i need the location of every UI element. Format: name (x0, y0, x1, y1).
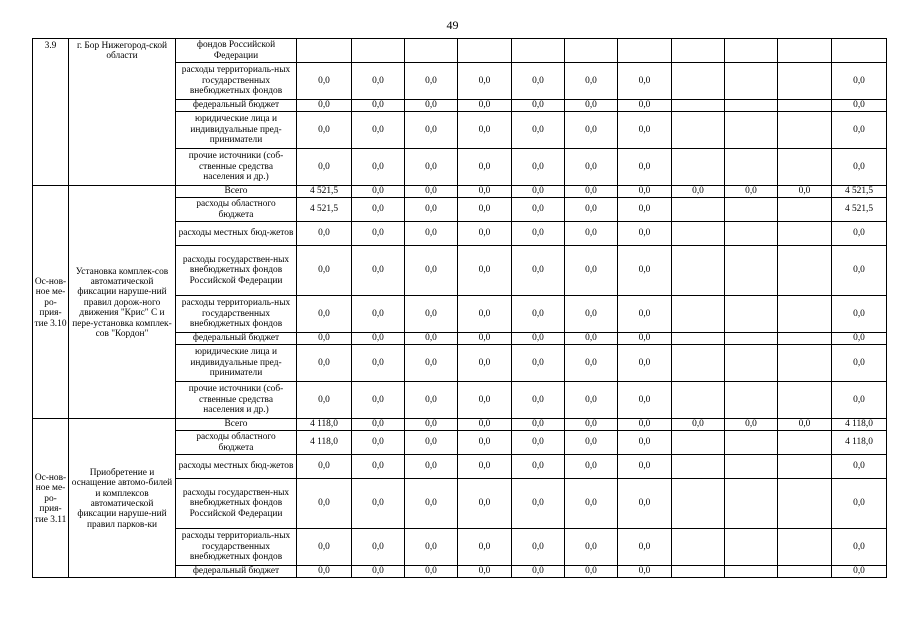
value-cell: 0,0 (405, 479, 458, 529)
value-cell (672, 529, 725, 566)
value-cell (725, 333, 778, 345)
measure-code: 3.9 (33, 39, 69, 186)
value-cell: 0,0 (832, 63, 887, 100)
value-cell: 0,0 (297, 382, 352, 419)
value-cell: 0,0 (832, 479, 887, 529)
value-cell: 4 118,0 (297, 431, 352, 455)
value-cell: 0,0 (618, 479, 672, 529)
value-cell (778, 246, 832, 296)
value-cell: 0,0 (352, 345, 405, 382)
funding-source: Всего (176, 186, 297, 198)
value-cell (832, 39, 887, 63)
value-cell: 4 521,5 (832, 198, 887, 222)
value-cell: 0,0 (512, 333, 565, 345)
value-cell: 0,0 (832, 112, 887, 149)
value-cell: 0,0 (297, 529, 352, 566)
value-cell (778, 345, 832, 382)
value-cell (778, 112, 832, 149)
value-cell: 0,0 (565, 382, 618, 419)
measure-title: Установка комплек-сов автоматической фиксации наруше-ний правил дорож-ного движения "Крис" С и пере-установка комплек-сов "Кордон" (69, 186, 176, 419)
value-cell: 0,0 (832, 100, 887, 112)
funding-source: юридические лица и индивидуальные пред-приниматели (176, 112, 297, 149)
value-cell: 0,0 (297, 455, 352, 479)
value-cell (778, 333, 832, 345)
funding-source: юридические лица и индивидуальные пред-приниматели (176, 345, 297, 382)
value-cell (565, 39, 618, 63)
value-cell (297, 39, 352, 63)
value-cell: 0,0 (565, 246, 618, 296)
value-cell: 0,0 (512, 149, 565, 186)
value-cell: 0,0 (297, 479, 352, 529)
value-cell (725, 198, 778, 222)
value-cell: 0,0 (565, 431, 618, 455)
value-cell (672, 149, 725, 186)
value-cell: 0,0 (458, 566, 512, 578)
value-cell: 0,0 (458, 100, 512, 112)
value-cell (672, 333, 725, 345)
value-cell (778, 222, 832, 246)
value-cell: 0,0 (458, 296, 512, 333)
funding-source: расходы областного бюджета (176, 198, 297, 222)
value-cell (778, 479, 832, 529)
value-cell: 0,0 (618, 63, 672, 100)
value-cell (778, 529, 832, 566)
value-cell: 0,0 (618, 296, 672, 333)
measure-title: г. Бор Нижегород-ской области (69, 39, 176, 186)
value-cell (672, 198, 725, 222)
value-cell: 0,0 (405, 529, 458, 566)
value-cell: 0,0 (458, 479, 512, 529)
value-cell (778, 431, 832, 455)
value-cell (352, 39, 405, 63)
value-cell: 0,0 (352, 333, 405, 345)
value-cell: 0,0 (512, 455, 565, 479)
funding-source: расходы территориаль-ных государственных внебюджетных фондов (176, 63, 297, 100)
value-cell: 0,0 (565, 222, 618, 246)
value-cell: 0,0 (352, 419, 405, 431)
value-cell: 0,0 (725, 419, 778, 431)
value-cell: 0,0 (297, 222, 352, 246)
value-cell (672, 479, 725, 529)
value-cell (725, 296, 778, 333)
value-cell: 0,0 (458, 198, 512, 222)
value-cell: 0,0 (832, 246, 887, 296)
value-cell: 0,0 (458, 431, 512, 455)
value-cell: 0,0 (405, 431, 458, 455)
value-cell (672, 222, 725, 246)
value-cell: 0,0 (565, 345, 618, 382)
value-cell: 0,0 (458, 149, 512, 186)
value-cell (672, 112, 725, 149)
value-cell: 0,0 (832, 455, 887, 479)
value-cell: 0,0 (458, 112, 512, 149)
value-cell (778, 455, 832, 479)
value-cell: 0,0 (458, 419, 512, 431)
value-cell: 0,0 (405, 382, 458, 419)
value-cell: 0,0 (565, 100, 618, 112)
value-cell: 0,0 (832, 382, 887, 419)
value-cell (778, 149, 832, 186)
value-cell (725, 529, 778, 566)
value-cell (725, 382, 778, 419)
value-cell: 0,0 (352, 431, 405, 455)
value-cell: 0,0 (618, 198, 672, 222)
value-cell: 0,0 (458, 222, 512, 246)
value-cell: 0,0 (565, 112, 618, 149)
value-cell: 0,0 (512, 186, 565, 198)
value-cell: 0,0 (352, 246, 405, 296)
value-cell: 0,0 (512, 479, 565, 529)
value-cell: 0,0 (297, 63, 352, 100)
table-body (33, 39, 887, 578)
value-cell: 0,0 (565, 455, 618, 479)
value-cell: 0,0 (565, 566, 618, 578)
funding-source: фондов Российской Федерации (176, 39, 297, 63)
value-cell: 0,0 (565, 149, 618, 186)
value-cell: 0,0 (512, 419, 565, 431)
value-cell: 0,0 (565, 333, 618, 345)
value-cell: 0,0 (512, 222, 565, 246)
value-cell: 0,0 (672, 419, 725, 431)
value-cell: 0,0 (352, 566, 405, 578)
value-cell: 0,0 (618, 345, 672, 382)
value-cell (725, 100, 778, 112)
funding-source: расходы государствен-ных внебюджетных фондов Российской Федерации (176, 246, 297, 296)
value-cell (778, 566, 832, 578)
value-cell: 0,0 (832, 149, 887, 186)
value-cell: 0,0 (352, 63, 405, 100)
value-cell: 0,0 (405, 198, 458, 222)
value-cell: 0,0 (512, 198, 565, 222)
value-cell (725, 39, 778, 63)
value-cell: 0,0 (352, 149, 405, 186)
value-cell: 0,0 (297, 246, 352, 296)
value-cell: 0,0 (618, 100, 672, 112)
funding-source: прочие источники (соб-ственные средства населения и др.) (176, 382, 297, 419)
value-cell: 0,0 (618, 382, 672, 419)
value-cell (778, 39, 832, 63)
value-cell (672, 382, 725, 419)
value-cell: 0,0 (565, 479, 618, 529)
value-cell: 0,0 (458, 455, 512, 479)
value-cell: 0,0 (405, 100, 458, 112)
value-cell: 0,0 (565, 419, 618, 431)
value-cell: 0,0 (352, 455, 405, 479)
value-cell (672, 100, 725, 112)
value-cell (672, 566, 725, 578)
value-cell: 0,0 (405, 419, 458, 431)
measure-code: Ос-нов-ное ме-ро-прия-тие 3.11 (33, 419, 69, 578)
value-cell (778, 296, 832, 333)
value-cell: 0,0 (352, 186, 405, 198)
value-cell (725, 431, 778, 455)
value-cell: 0,0 (778, 186, 832, 198)
value-cell: 4 521,5 (832, 186, 887, 198)
funding-source: расходы территориаль-ных государственных внебюджетных фондов (176, 296, 297, 333)
value-cell: 0,0 (405, 455, 458, 479)
value-cell: 0,0 (405, 112, 458, 149)
value-cell: 0,0 (352, 100, 405, 112)
value-cell: 0,0 (297, 333, 352, 345)
value-cell: 0,0 (832, 345, 887, 382)
value-cell (725, 246, 778, 296)
value-cell: 4 521,5 (297, 198, 352, 222)
funding-source: федеральный бюджет (176, 566, 297, 578)
value-cell: 4 521,5 (297, 186, 352, 198)
funding-source: Всего (176, 419, 297, 431)
value-cell: 0,0 (512, 63, 565, 100)
value-cell: 0,0 (352, 382, 405, 419)
funding-source: федеральный бюджет (176, 333, 297, 345)
value-cell: 0,0 (458, 345, 512, 382)
value-cell (672, 431, 725, 455)
value-cell: 0,0 (565, 296, 618, 333)
value-cell: 0,0 (512, 345, 565, 382)
value-cell: 0,0 (297, 566, 352, 578)
value-cell: 4 118,0 (297, 419, 352, 431)
value-cell (512, 39, 565, 63)
value-cell: 0,0 (832, 296, 887, 333)
value-cell: 0,0 (618, 455, 672, 479)
value-cell (778, 100, 832, 112)
value-cell: 0,0 (512, 382, 565, 419)
value-cell: 0,0 (405, 222, 458, 246)
funding-source: расходы областного бюджета (176, 431, 297, 455)
value-cell: 0,0 (512, 112, 565, 149)
measure-code: Ос-нов-ное ме-ро-прия-тие 3.10 (33, 186, 69, 419)
value-cell: 0,0 (458, 63, 512, 100)
value-cell (725, 222, 778, 246)
value-cell: 4 118,0 (832, 431, 887, 455)
value-cell: 0,0 (352, 112, 405, 149)
value-cell: 0,0 (405, 333, 458, 345)
value-cell: 0,0 (565, 186, 618, 198)
value-cell: 0,0 (352, 222, 405, 246)
value-cell: 0,0 (512, 529, 565, 566)
value-cell (618, 39, 672, 63)
value-cell: 0,0 (832, 529, 887, 566)
value-cell: 0,0 (618, 112, 672, 149)
value-cell: 0,0 (458, 333, 512, 345)
funding-source: прочие источники (соб-ственные средства населения и др.) (176, 149, 297, 186)
value-cell: 0,0 (618, 431, 672, 455)
value-cell: 0,0 (405, 186, 458, 198)
value-cell: 0,0 (352, 529, 405, 566)
table-row (33, 419, 887, 431)
value-cell: 0,0 (832, 333, 887, 345)
value-cell: 0,0 (297, 149, 352, 186)
value-cell: 0,0 (618, 149, 672, 186)
value-cell (672, 246, 725, 296)
value-cell: 0,0 (458, 382, 512, 419)
value-cell: 0,0 (512, 566, 565, 578)
value-cell (778, 382, 832, 419)
value-cell: 0,0 (512, 431, 565, 455)
value-cell: 0,0 (352, 296, 405, 333)
value-cell (725, 149, 778, 186)
funding-source: расходы территориаль-ных государственных внебюджетных фондов (176, 529, 297, 566)
value-cell (725, 479, 778, 529)
value-cell: 4 118,0 (832, 419, 887, 431)
value-cell: 0,0 (618, 186, 672, 198)
value-cell: 0,0 (565, 198, 618, 222)
value-cell: 0,0 (405, 246, 458, 296)
value-cell (672, 345, 725, 382)
value-cell (672, 63, 725, 100)
funding-source: расходы местных бюд-жетов (176, 455, 297, 479)
value-cell: 0,0 (405, 345, 458, 382)
value-cell: 0,0 (405, 63, 458, 100)
value-cell (725, 63, 778, 100)
value-cell: 0,0 (352, 198, 405, 222)
value-cell: 0,0 (297, 345, 352, 382)
value-cell: 0,0 (565, 63, 618, 100)
funding-source: федеральный бюджет (176, 100, 297, 112)
table-row (33, 39, 887, 63)
value-cell: 0,0 (618, 222, 672, 246)
value-cell: 0,0 (512, 246, 565, 296)
table-row (33, 186, 887, 198)
value-cell (778, 198, 832, 222)
value-cell: 0,0 (458, 246, 512, 296)
value-cell: 0,0 (405, 296, 458, 333)
value-cell (725, 455, 778, 479)
value-cell: 0,0 (458, 529, 512, 566)
value-cell (672, 296, 725, 333)
value-cell (725, 112, 778, 149)
value-cell (725, 345, 778, 382)
value-cell: 0,0 (512, 100, 565, 112)
page-number: 49 (446, 18, 459, 32)
value-cell: 0,0 (672, 186, 725, 198)
value-cell (672, 455, 725, 479)
value-cell: 0,0 (297, 296, 352, 333)
value-cell: 0,0 (832, 222, 887, 246)
funding-source: расходы местных бюд-жетов (176, 222, 297, 246)
value-cell (405, 39, 458, 63)
value-cell: 0,0 (458, 186, 512, 198)
value-cell: 0,0 (565, 529, 618, 566)
value-cell: 0,0 (352, 479, 405, 529)
value-cell: 0,0 (618, 566, 672, 578)
value-cell: 0,0 (405, 566, 458, 578)
value-cell: 0,0 (618, 419, 672, 431)
measure-title: Приобретение и оснащение автомо-билей и комплексов автоматической фиксации наруше-ний правил парков-ки (69, 419, 176, 578)
funding-source: расходы государствен-ных внебюджетных фондов Российской Федерации (176, 479, 297, 529)
value-cell (725, 566, 778, 578)
value-cell: 0,0 (618, 333, 672, 345)
value-cell: 0,0 (725, 186, 778, 198)
value-cell: 0,0 (405, 149, 458, 186)
value-cell: 0,0 (618, 529, 672, 566)
value-cell: 0,0 (778, 419, 832, 431)
value-cell (458, 39, 512, 63)
value-cell (778, 63, 832, 100)
value-cell: 0,0 (618, 246, 672, 296)
value-cell: 0,0 (512, 296, 565, 333)
value-cell (672, 39, 725, 63)
value-cell: 0,0 (832, 566, 887, 578)
budget-table (32, 38, 887, 578)
value-cell: 0,0 (297, 100, 352, 112)
value-cell: 0,0 (297, 112, 352, 149)
